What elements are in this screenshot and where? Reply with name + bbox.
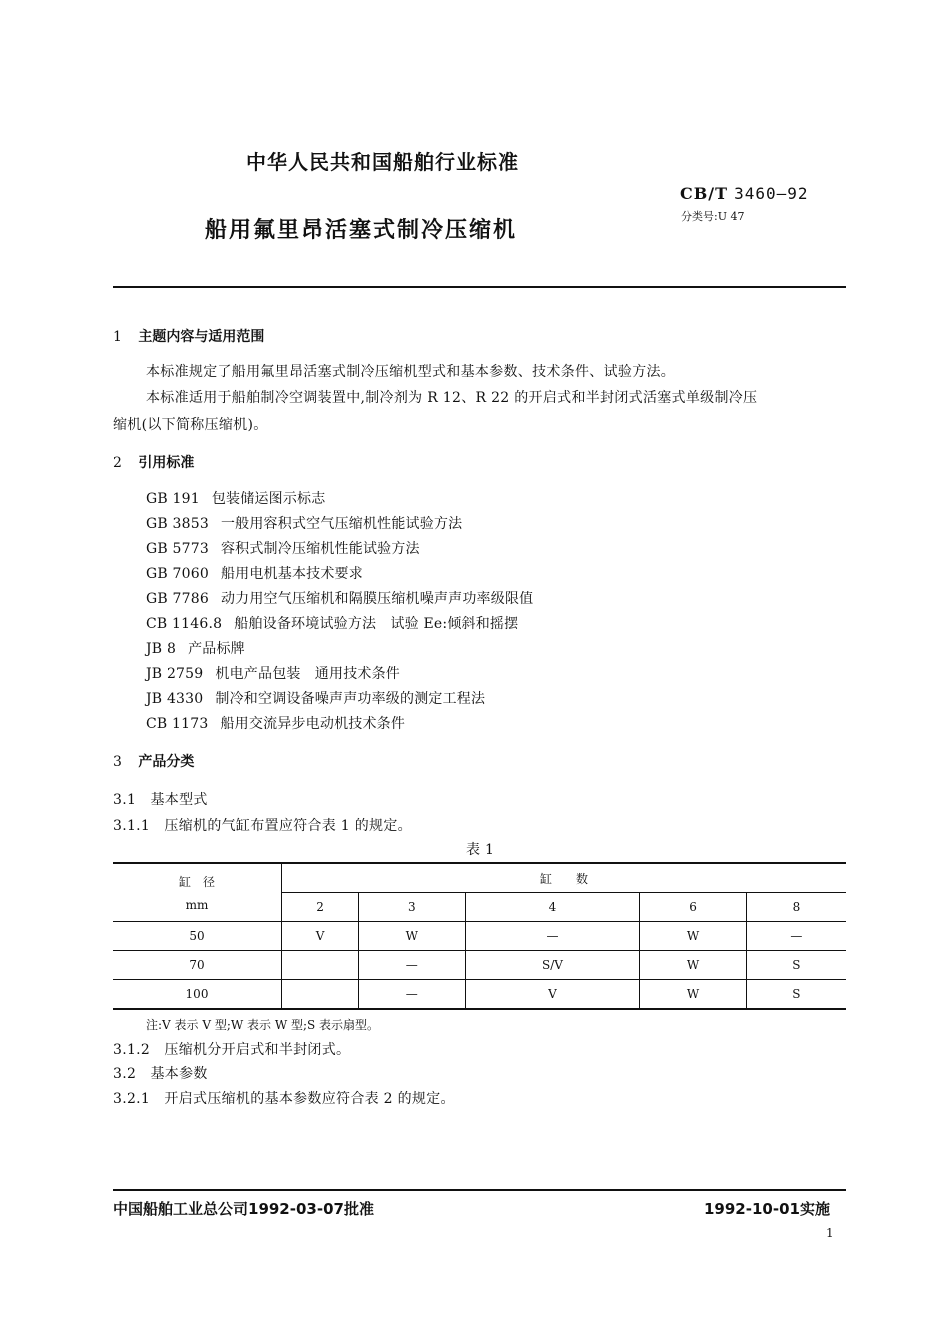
table-cell: V — [282, 922, 359, 951]
reference-code: CB 1146.8 — [146, 616, 223, 632]
table-cell: — — [359, 951, 465, 980]
header-diameter: 缸 径 — [178, 875, 215, 889]
table-cell: W — [640, 951, 746, 980]
table-cell: — — [746, 922, 846, 951]
reference-title: 一般用容积式空气压缩机性能试验方法 — [220, 516, 463, 532]
table-cell: V — [465, 980, 640, 1010]
reference-item — [146, 488, 325, 508]
reference-title: 船用交流异步电动机技术条件 — [220, 716, 406, 732]
table-header-row — [113, 863, 846, 893]
header-count: 4 — [465, 893, 640, 922]
table-1-note: 注:V 表示 V 型;W 表示 W 型;S 表示扇型。 — [146, 1018, 380, 1032]
header-rule — [113, 286, 846, 288]
effective-date: 1992-10-01实施 — [704, 1200, 830, 1218]
approval-statement: 中国船舶工业总公司1992-03-07批准 — [113, 1200, 374, 1218]
clause-3-1-2: 3.1.2 压缩机分开启式和半封闭式。 — [113, 1042, 351, 1058]
header-unit: mm — [185, 898, 209, 912]
table-row — [113, 980, 846, 1010]
header-count: 2 — [282, 893, 359, 922]
section-1-paragraph-2-line-1: 本标准适用于船舶制冷空调装置中,制冷剂为 R 12、R 22 的开启式和半封闭式活塞式单级制冷压 — [146, 390, 758, 406]
document-title: 船用氟里昂活塞式制冷压缩机 — [205, 218, 518, 243]
reference-title: 制冷和空调设备噪声声功率级的测定工程法 — [215, 691, 486, 707]
reference-title: 船舶设备环境试验方法 试验 Ee:倾斜和摇摆 — [234, 616, 519, 632]
clause-3-1: 3.1 基本型式 — [113, 792, 208, 808]
table-cell: S/V — [465, 951, 640, 980]
header-count: 6 — [640, 893, 746, 922]
footer-rule — [113, 1189, 846, 1191]
reference-item — [146, 688, 485, 708]
reference-title: 机电产品包装 通用技术条件 — [215, 666, 400, 682]
header-diameter-cell — [113, 863, 282, 922]
table-row — [113, 922, 846, 951]
section-1-paragraph-2-line-2: 缩机(以下简称压缩机)。 — [113, 417, 268, 433]
table-cell: W — [359, 922, 465, 951]
standard-code — [680, 184, 809, 203]
section-1-heading — [113, 326, 264, 346]
section-3-number: 3 — [113, 754, 122, 770]
reference-code: CB 1173 — [146, 716, 209, 732]
reference-title: 动力用空气压缩机和隔膜压缩机噪声声功率级限值 — [220, 591, 534, 607]
table-cell — [282, 980, 359, 1010]
row-diameter: 70 — [113, 951, 282, 980]
standard-code-number: 3460—92 — [734, 184, 809, 203]
row-diameter: 100 — [113, 980, 282, 1010]
reference-code: GB 5773 — [146, 541, 209, 557]
table-cell: W — [640, 922, 746, 951]
table-cell: — — [359, 980, 465, 1010]
row-diameter: 50 — [113, 922, 282, 951]
header-cylinders: 缸 数 — [282, 863, 847, 893]
table-cell: W — [640, 980, 746, 1010]
reference-item — [146, 588, 533, 608]
table-row — [113, 951, 846, 980]
section-1-paragraph-1: 本标准规定了船用氟里昂活塞式制冷压缩机型式和基本参数、技术条件、试验方法。 — [146, 364, 676, 380]
reference-code: GB 191 — [146, 491, 200, 507]
org-title: 中华人民共和国船舶行业标准 — [246, 150, 519, 174]
reference-code: GB 3853 — [146, 516, 209, 532]
reference-code: GB 7786 — [146, 591, 209, 607]
clause-3-1-1: 3.1.1 压缩机的气缸布置应符合表 1 的规定。 — [113, 818, 412, 834]
header-count: 8 — [746, 893, 846, 922]
section-1-title: 主题内容与适用范围 — [138, 329, 265, 345]
reference-code: JB 2759 — [146, 666, 204, 682]
section-2-heading — [113, 452, 194, 472]
section-2-title: 引用标准 — [138, 455, 195, 471]
section-3-heading — [113, 751, 194, 771]
standard-code-prefix: CB/T — [680, 184, 729, 203]
page-number: 1 — [826, 1226, 834, 1240]
reference-title: 容积式制冷压缩机性能试验方法 — [220, 541, 420, 557]
table-cell: S — [746, 951, 846, 980]
table-cell: S — [746, 980, 846, 1010]
classification-number: 分类号:U 47 — [681, 210, 745, 223]
table-cell — [282, 951, 359, 980]
section-1-number: 1 — [113, 329, 122, 345]
reference-code: JB 8 — [146, 641, 177, 657]
table-1 — [113, 862, 846, 1010]
reference-title: 包装储运图示标志 — [211, 491, 326, 507]
reference-code: GB 7060 — [146, 566, 209, 582]
reference-item — [146, 563, 363, 583]
reference-title: 产品标牌 — [188, 641, 245, 657]
reference-item — [146, 663, 400, 683]
reference-code: JB 4330 — [146, 691, 204, 707]
clause-3-2: 3.2 基本参数 — [113, 1066, 208, 1082]
reference-item — [146, 613, 518, 633]
reference-title: 船用电机基本技术要求 — [220, 566, 363, 582]
table-cell: — — [465, 922, 640, 951]
clause-3-2-1: 3.2.1 开启式压缩机的基本参数应符合表 2 的规定。 — [113, 1091, 455, 1107]
reference-item — [146, 513, 462, 533]
table-1-caption: 表 1 — [466, 842, 495, 858]
reference-item — [146, 713, 405, 733]
header-count: 3 — [359, 893, 465, 922]
section-2-number: 2 — [113, 455, 122, 471]
reference-item — [146, 638, 245, 658]
reference-item — [146, 538, 420, 558]
section-3-title: 产品分类 — [138, 754, 195, 770]
